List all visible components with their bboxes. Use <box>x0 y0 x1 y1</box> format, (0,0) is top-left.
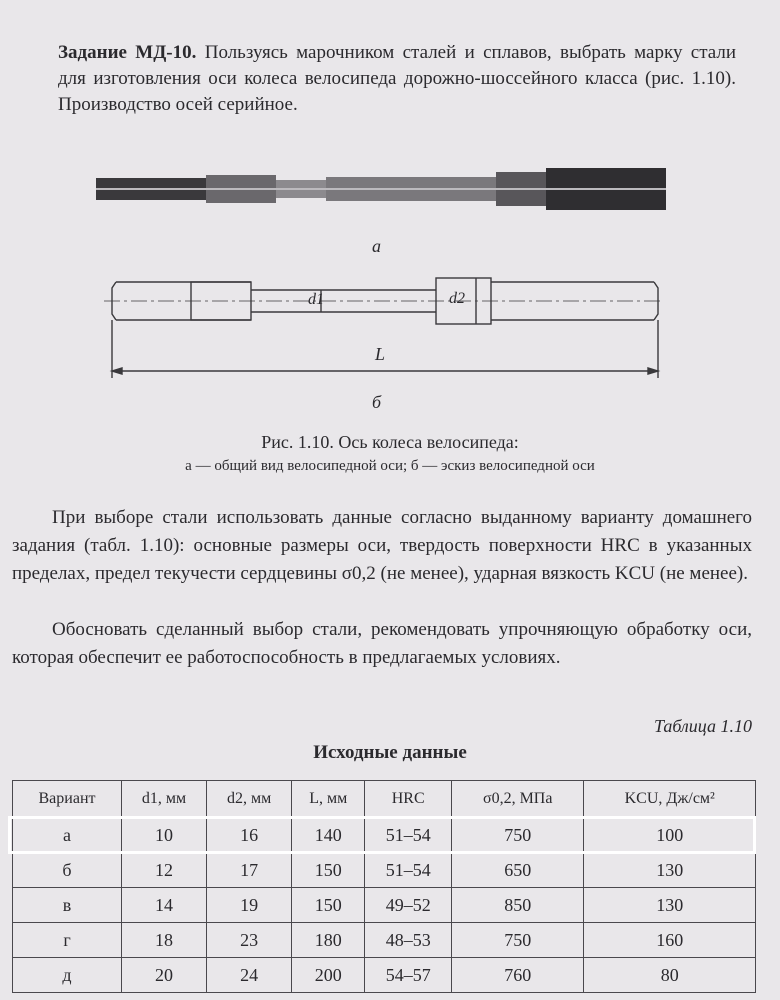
table-cell: 24 <box>207 958 292 993</box>
table-cell: 130 <box>584 853 756 888</box>
table-cell: 80 <box>584 958 756 993</box>
table-cell: 49–52 <box>365 888 451 923</box>
table-cell: в <box>13 888 122 923</box>
task-statement <box>58 40 736 118</box>
table-cell: 20 <box>122 958 207 993</box>
header-kcu: KCU, Дж/см² <box>584 781 756 818</box>
highlight-box <box>8 816 756 854</box>
task-text: Пользуясь марочником сталей и сплавов, выбрать марку стали для изготовления оси колеса велосипеда дорожно-шоссейного класса (рис. 1.10). Производство осей серийное. <box>58 42 736 115</box>
header-d1: d1, мм <box>122 781 207 818</box>
table-cell: 200 <box>292 958 365 993</box>
table-cell: 160 <box>584 923 756 958</box>
table-cell: 18 <box>122 923 207 958</box>
table-row <box>13 888 756 923</box>
label-d1: d1 <box>308 291 324 308</box>
table-cell: а <box>13 818 122 853</box>
table-cell: г <box>13 923 122 958</box>
table-row <box>13 923 756 958</box>
table-cell: 850 <box>451 888 584 923</box>
header-hrc: HRC <box>365 781 451 818</box>
table-cell: 150 <box>292 888 365 923</box>
table-header-row <box>13 781 756 818</box>
label-d2: d2 <box>449 290 465 307</box>
table-cell: д <box>13 958 122 993</box>
figure-caption-title: Рис. 1.10. Ось колеса велосипеда: <box>261 432 519 452</box>
paragraph-1: При выборе стали использовать данные согласно выданному варианту домашнего задания (табл. 1.10): основные размеры оси, твердость поверхности HRC в указанных пределах, предел текучести сердцевины σ0,2 (не менее), ударная вязкость KCU (не менее). <box>12 507 752 584</box>
table-cell: 750 <box>451 818 584 853</box>
table-cell: 23 <box>207 923 292 958</box>
table-cell: 150 <box>292 853 365 888</box>
figure-caption-sub: а — общий вид велосипедной оси; б — эскиз велосипедной оси <box>185 458 595 474</box>
header-d2: d2, мм <box>207 781 292 818</box>
table-cell: 760 <box>451 958 584 993</box>
table-cell: 19 <box>207 888 292 923</box>
task-label: Задание МД-10. <box>58 42 197 63</box>
table-cell: 10 <box>122 818 207 853</box>
table-label: Таблица 1.10 <box>653 716 752 736</box>
figure-b-letter: б <box>372 392 382 412</box>
table-cell: 100 <box>584 818 756 853</box>
table-cell: 16 <box>207 818 292 853</box>
table-cell: б <box>13 853 122 888</box>
label-L: L <box>375 344 386 364</box>
table-cell: 750 <box>451 923 584 958</box>
table-cell: 130 <box>584 888 756 923</box>
table-cell: 54–57 <box>365 958 451 993</box>
data-table <box>12 780 756 993</box>
table-cell: 140 <box>292 818 365 853</box>
axle-sketch-drawing <box>96 268 666 383</box>
header-variant: Вариант <box>13 781 122 818</box>
table-cell: 180 <box>292 923 365 958</box>
table-cell: 650 <box>451 853 584 888</box>
table-title: Исходные данные <box>313 742 467 763</box>
table-row <box>13 958 756 993</box>
header-L: L, мм <box>292 781 365 818</box>
table-cell: 48–53 <box>365 923 451 958</box>
table-row <box>13 853 756 888</box>
axle-photo-image <box>96 150 666 220</box>
table-cell: 51–54 <box>365 853 451 888</box>
table-cell: 51–54 <box>365 818 451 853</box>
paragraph-2: Обосновать сделанный выбор стали, рекомендовать упрочняющую обработку оси, которая обеспечит ее работоспособность в предлагаемых условиях. <box>12 619 752 668</box>
table-cell: 12 <box>122 853 207 888</box>
table-cell: 14 <box>122 888 207 923</box>
table-cell: 17 <box>207 853 292 888</box>
figure-a-letter: а <box>372 236 381 256</box>
header-sigma: σ0,2, МПа <box>451 781 584 818</box>
